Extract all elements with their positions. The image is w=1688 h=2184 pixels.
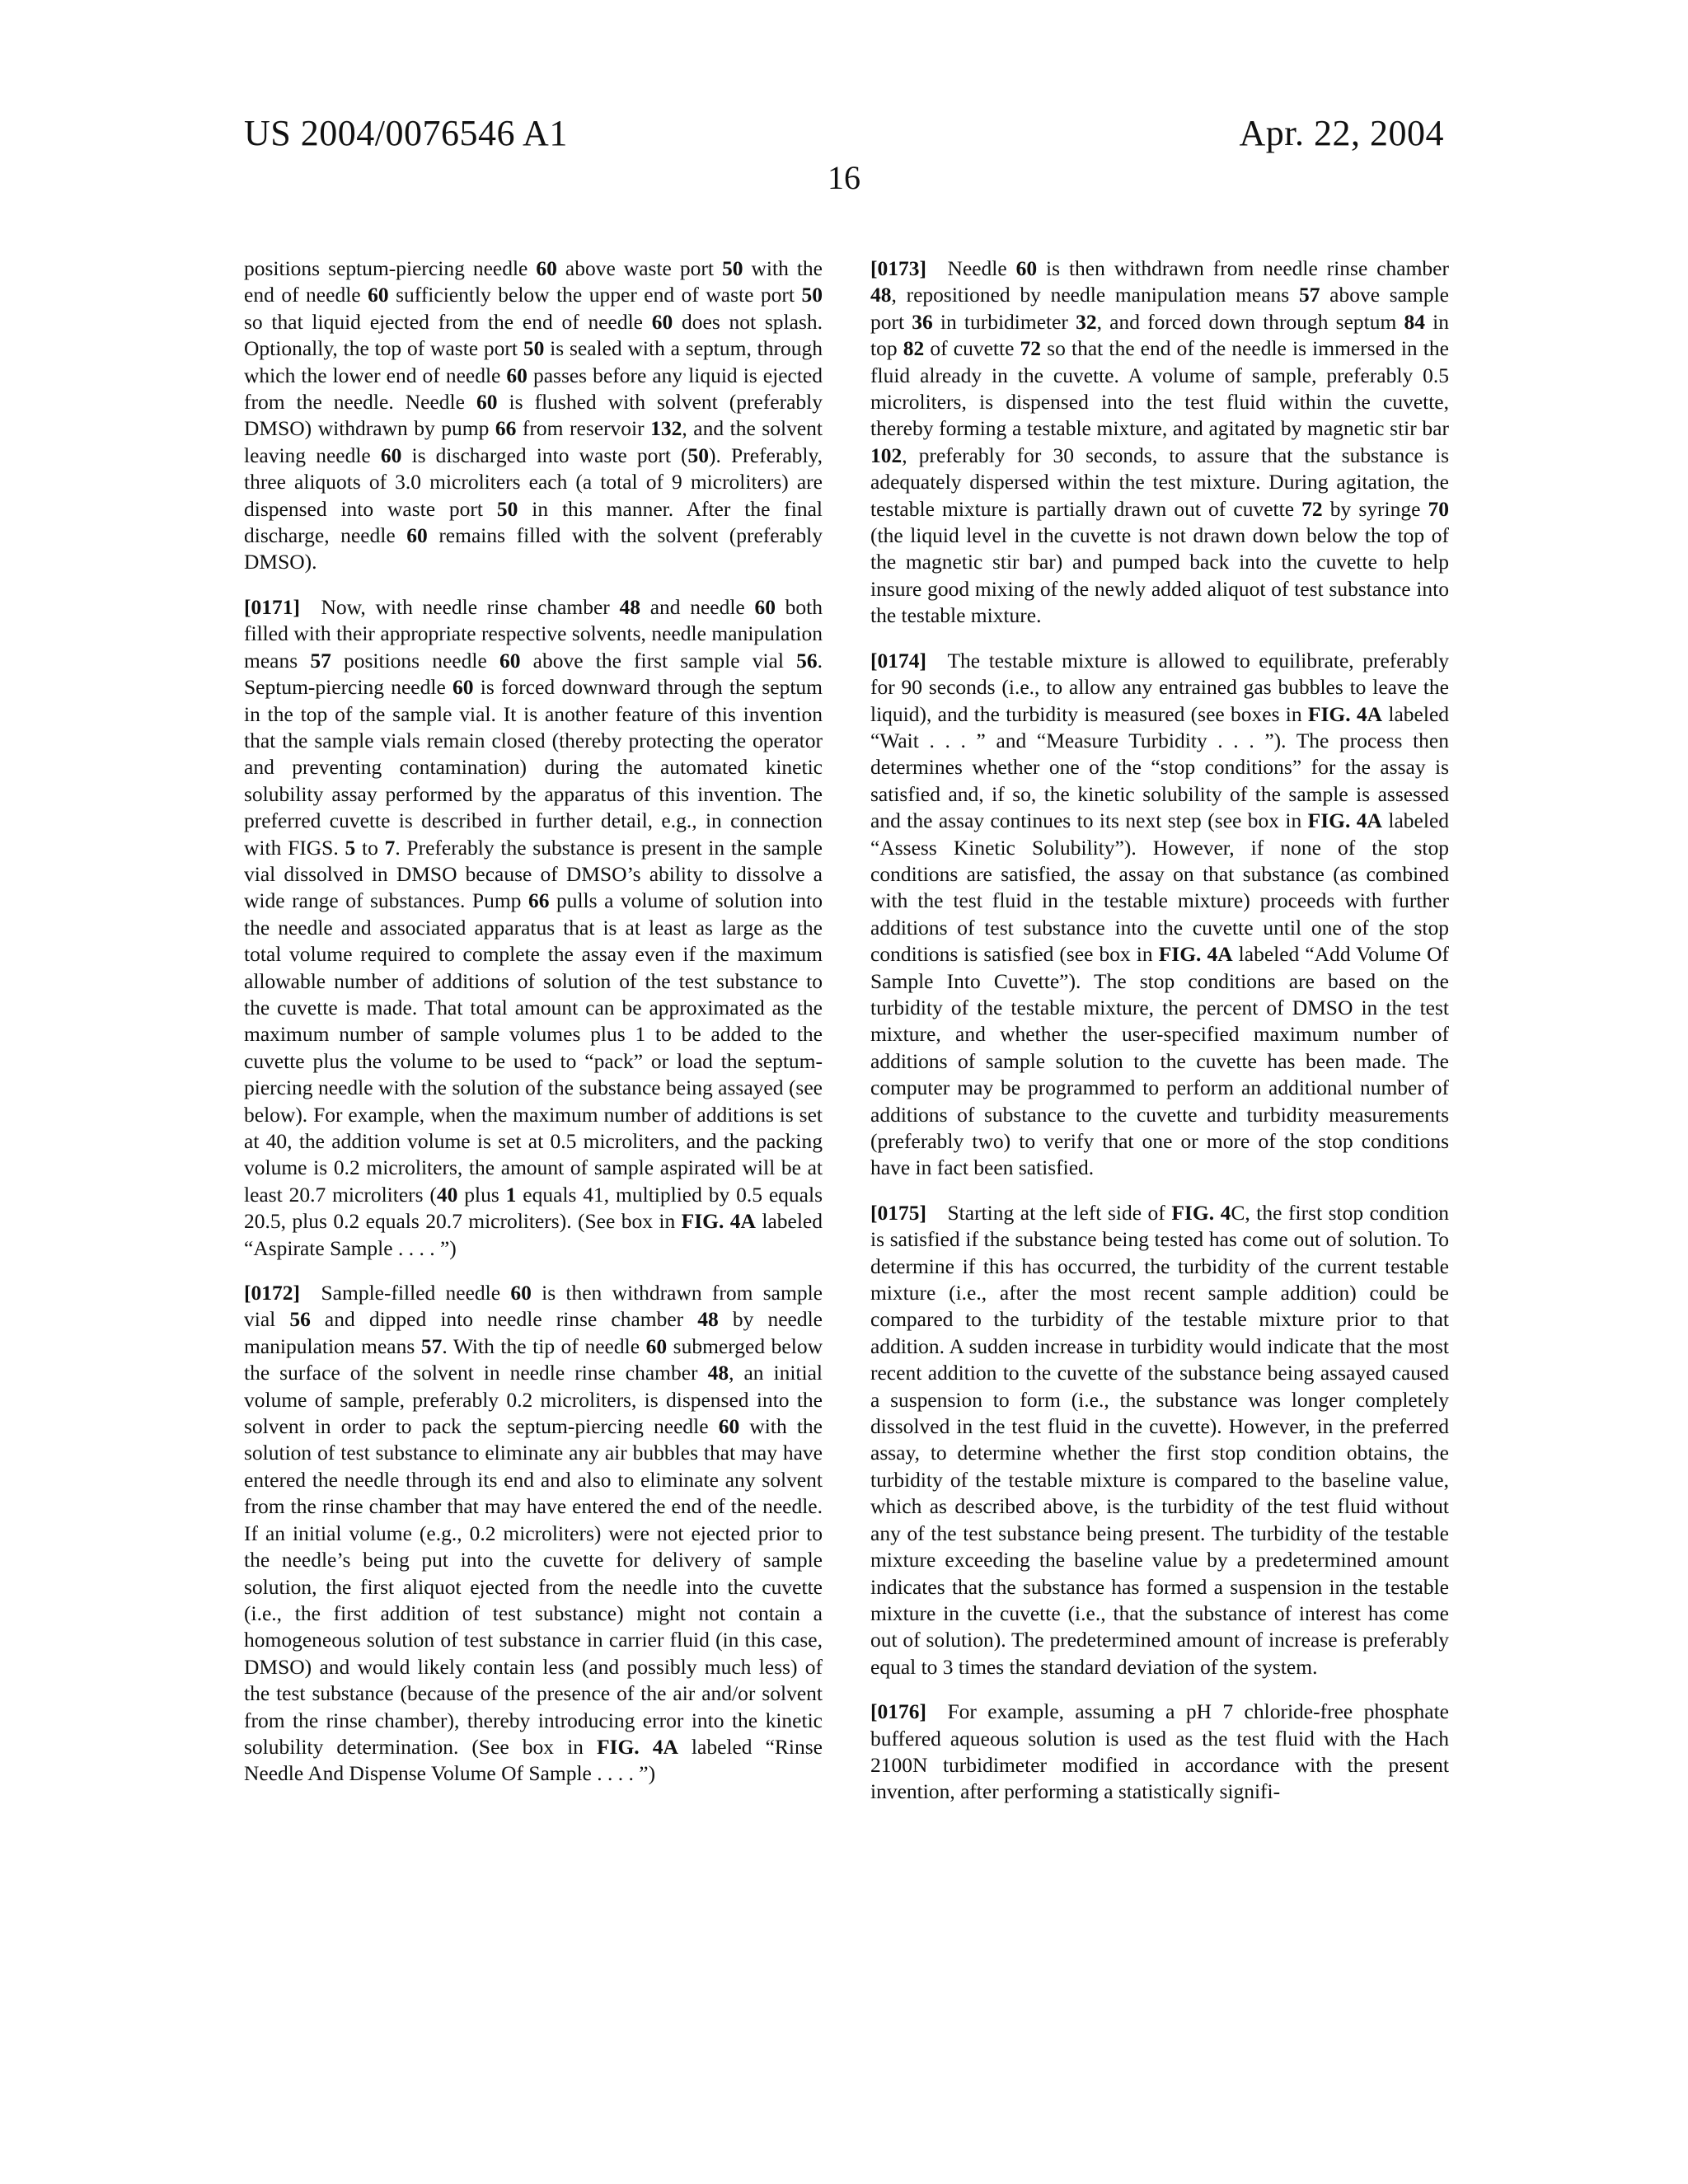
paragraph-text: equals 41, multiplied by 0.5 equals 20.5, plus 0.2 equals 20.7 microliters). (See box in [244,1182,823,1234]
page-number: 16 [828,159,860,196]
reference-numeral: 50 [721,256,743,280]
paragraph-text: , preferably for 30 seconds, to assure that the substance is adequately dispersed within the test mixture. During agitation, the testable mixture is partially drawn out of cuvette [870,443,1449,521]
paragraph-text: . Preferably the substance is present in the sample vial dissolved in DMSO because of DMSO’s ability to dissolve a wide range of substances. Pump [244,835,823,913]
reference-numeral: 60 [510,1281,532,1305]
paragraph-text: with the end of needle [244,256,823,307]
reference-numeral: 5 [345,835,356,860]
reference-numeral: 60 [754,594,776,619]
reference-numeral: 82 [903,336,925,361]
paragraph-text: is flushed with solvent (preferably DMSO) withdrawn by pump [244,390,823,441]
paragraph-text: labeled “Assess Kinetic Solubility”). However, if none of the stop conditions are satisfied, the assay on that substance (as combined with the test fluid in the testable mixture) proceeds with further additions of test substance into the cuvette until one of the stop conditions is satisfied (see box in [870,808,1450,967]
paragraph-text: Starting at the left side of [947,1200,1172,1225]
reference-numeral: 66 [495,416,517,441]
reference-numeral: 36 [912,309,933,334]
publication-date: Apr. 22, 2004 [1239,113,1444,153]
paragraph-text: both filled with their appropriate respective solvents, needle manipulation means [244,594,823,673]
reference-numeral: 50 [801,283,823,307]
reference-numeral: 48 [870,283,892,307]
reference-numeral: 60 [651,309,673,334]
paragraph-text: is then withdrawn from needle rinse chamber [1037,256,1449,280]
reference-numeral: 56 [796,648,818,673]
reference-numeral: 84 [1404,309,1425,334]
paragraph-text: remains filled with the solvent (preferably DMSO). [244,523,823,574]
paragraph-number: [0174] [870,648,926,673]
paragraph-text: labeled “Wait . . . ” and “Measure Turbidity . . . ”). The process then determines whether one of the “stop conditions” for the assay is satisfied and, if so, the kinetic solubility of the sample is assessed and the assay continues to its next step (see box in [870,701,1450,833]
paragraph-text: labeled “Add Volume Of Sample Into Cuvette”). The stop conditions are based on the turbidity of the testable mixture, the percent of DMSO in the test mixture, and whether the user-specified maximum number of additions of sample solution to the cuvette has been made. The computer may be programmed to perform an additional number of additions of substance to the cuvette and turbidity measurements (preferably two) to verify that one or more of the stop conditions have in fact been satisfied. [870,942,1450,1180]
paragraph-text: , repositioned by needle manipulation means [891,283,1299,307]
paragraph-text: Sample-filled needle [321,1281,511,1305]
reference-numeral: 56 [289,1307,311,1332]
reference-numeral: 48 [697,1307,719,1332]
paragraph-number: [0176] [870,1699,926,1724]
paragraph-text: and dipped into needle rinse chamber [310,1307,698,1332]
reference-numeral: 60 [452,675,474,700]
reference-numeral: 50 [687,443,710,467]
paragraph-text: . Septum-piercing needle [244,648,823,700]
paragraph-number: [0171] [244,594,300,619]
reference-numeral: FIG. 4A [681,1209,756,1234]
paragraph-text: passes before any liquid is ejected from the needle. Needle [244,363,823,415]
paragraph-text: sufficiently below the upper end of waste port [388,283,802,307]
paragraph-text: Now, with needle rinse chamber [321,594,620,619]
reference-numeral: 60 [645,1333,668,1358]
reference-numeral: 72 [1020,336,1042,361]
publication-number: US 2004/0076546 A1 [244,113,568,153]
paragraph-number: [0172] [244,1281,300,1305]
paragraph-text: Needle [947,256,1016,280]
right-column [870,255,1449,1824]
reference-numeral: 1 [505,1182,517,1207]
paragraph [870,1699,1449,1806]
reference-numeral: FIG. 4A [1307,701,1383,726]
reference-numeral: 57 [310,648,331,673]
reference-numeral: 50 [496,496,518,521]
paragraph [870,255,1449,630]
reference-numeral: 66 [528,888,550,913]
paragraph [244,1280,823,1788]
paragraph-text: so that liquid ejected from the end of needle [244,309,652,334]
paragraph-text: in this manner. After the final discharge, needle [244,496,823,548]
reference-numeral: 102 [870,443,903,467]
reference-numeral: FIG. 4 [1171,1200,1231,1225]
left-column [244,255,823,1806]
paragraph-number: [0175] [870,1200,926,1225]
paragraph-text: is forced downward through the septum in the top of the sample vial. It is another feature of this invention that the sample vials remain closed (thereby protecting the operator and preventing contamination) during the automated kinetic solubility assay performed by the apparatus of this invention. The preferred cuvette is described in further detail, e.g., in connection with FIGS. [244,675,823,860]
reference-numeral: FIG. 4A [596,1734,678,1759]
paragraph-text: submerged below the surface of the solvent in needle rinse chamber [244,1333,823,1385]
reference-numeral: 60 [380,443,402,467]
paragraph-text: labeled “Aspirate Sample . . . . ”) [244,1209,823,1260]
reference-numeral: 60 [536,256,557,280]
paragraph-text: (the liquid level in the cuvette is not drawn down below the top of the magnetic stir bar) and pumped back into the cuvette to help insure good mixing of the newly added aliquot of test substance into the testable mixture. [870,523,1449,628]
paragraph-text: with the solution of test substance to eliminate any air bubbles that may have entered the needle through its end and also to eliminate any solvent from the rinse chamber that may have entered the end of the needle. If an initial volume (e.g., 0.2 microliters) were not ejected prior to the needle’s being put into the cuvette for delivery of sample solution, the first aliquot ejected from the needle into the cuvette (i.e., the first addition of test substance) might not contain a homogeneous solution of test substance in carrier fluid (in this case, DMSO) and would likely contain less (and possibly much less) of the test substance (because of the presence of the air and/or solvent from the rinse chamber), thereby introducing error into the kinetic solubility determination. (See box in [244,1414,823,1759]
reference-numeral: 32 [1076,309,1097,334]
paragraph-text: so that the end of the needle is immersed in the fluid already in the cuvette. A volume of sample, preferably 0.5 microliters, is dispensed into the test fluid within the cuvette, thereby forming a testable mixture, and agitated by magnetic stir bar [870,336,1449,441]
reference-numeral: 72 [1301,496,1323,521]
reference-numeral: 48 [619,594,640,619]
reference-numeral: 60 [499,648,521,673]
reference-numeral: 60 [718,1414,740,1439]
paragraph-text: does not splash. Optionally, the top of waste port [244,309,823,361]
paragraph [244,255,823,576]
paragraph-text: The testable mixture is allowed to equilibrate, preferably for 90 seconds (i.e., to allow any entrained gas bubbles to leave the liquid), and the turbidity is measured (see boxes in [870,648,1449,726]
paragraph-text: plus [457,1182,506,1207]
paragraph-text: pulls a volume of solution into the needle and associated apparatus that is at least as large as the total volume required to complete the assay even if the maximum allowable number of additions of solution of the test substance to the cuvette is made. That total amount can be approximated as the maximum number of sample volumes plus 1 to be added to the cuvette plus the volume to be used to “pack” or load the septum-piercing needle with the solution of the substance being assayed (see below). For example, when the maximum number of additions is set at 40, the addition volume is set at 0.5 microliters, and the packing volume is 0.2 microliters, the amount of sample aspirated will be at least 20.7 microliters ( [244,888,823,1207]
paragraph [870,1200,1449,1680]
reference-numeral: FIG. 4A [1307,808,1382,833]
paragraph-text: positions septum-piercing needle [244,256,537,280]
paragraph-text: and needle [640,594,755,619]
paragraph-text: positions needle [331,648,499,673]
paragraph-number: [0173] [870,256,926,280]
reference-numeral: 57 [420,1333,443,1358]
paragraph-text: , an initial volume of sample, preferably 0.2 microliters, is dispensed into the solvent in order to pack the septum-piercing needle [244,1361,823,1439]
reference-numeral: 60 [476,390,498,415]
reference-numeral: 48 [707,1361,729,1385]
reference-numeral: 57 [1298,283,1320,307]
paragraph-text: above the first sample vial [520,648,797,673]
reference-numeral: FIG. 4A [1158,942,1233,967]
paragraph-text: above waste port [556,256,722,280]
paragraph-text: C, the first stop condition is satisfied if the substance being tested has come out of solution. To determine if this has occurred, the turbidity of the current testable mixture (i.e., after the most recent sample addition) could be compared to the turbidity of the testable mixture prior to that addition. A sudden increase in turbidity would indicate that the most recent addition to the cuvette of the substance being assayed caused a suspension to form (i.e., the substance was longer completely dissolved in the test fluid in the cuvette). However, in the preferred assay, to determine whether the first stop condition obtains, the turbidity of the testable mixture is compared to the baseline value, which as described above, is the turbidity of the test fluid without any of the test substance being present. The turbidity of the testable mixture exceeding the baseline value by a predetermined amount indicates that the substance has formed a suspension in the testable mixture in the cuvette (i.e., that the substance of interest has come out of solution). The predetermined amount of increase is preferably equal to 3 times the standard deviation of the system. [870,1200,1449,1679]
paragraph-text: by needle manipulation means [244,1307,823,1358]
paragraph-text: ). Preferably, three aliquots of 3.0 microliters each (a total of 9 microliters) are dispensed into waste port [244,443,823,521]
paragraph [244,594,823,1262]
paragraph-text: in turbidimeter [932,309,1076,334]
reference-numeral: 60 [1015,256,1038,280]
paragraph-text: labeled “Rinse Needle And Dispense Volume Of Sample . . . . ”) [244,1734,823,1786]
paragraph-text: is discharged into waste port ( [401,443,688,467]
paragraph-text: is then withdrawn from sample vial [244,1281,823,1332]
paragraph-text: For example, assuming a pH 7 chloride-free phosphate buffered aqueous solution is used as the test fluid with the Hach 2100N turbidimeter modified in accordance with the present invention, after performing a statistically signifi- [870,1699,1449,1804]
reference-numeral: 132 [650,416,682,441]
paragraph-text: is sealed with a septum, through which the lower end of needle [244,336,823,387]
reference-numeral: 60 [406,523,428,548]
reference-numeral: 60 [506,363,528,387]
reference-numeral: 60 [368,283,389,307]
paragraph-text: above sample port [870,283,1449,334]
paragraph-text: from reservoir [516,416,651,441]
paragraph-text: . With the tip of needle [442,1333,646,1358]
paragraph-text: , and the solvent leaving needle [244,416,823,467]
paragraph-text: in top [870,309,1449,361]
paragraph-text: of cuvette [924,336,1020,361]
reference-numeral: 40 [436,1182,458,1207]
paragraph-text: , and forced down through septum [1096,309,1404,334]
reference-numeral: 70 [1428,496,1449,521]
paragraph [870,648,1449,1182]
paragraph-text: to [355,835,385,860]
reference-numeral: 50 [523,336,545,361]
reference-numeral: 7 [384,835,396,860]
paragraph-text: by syringe [1322,496,1428,521]
